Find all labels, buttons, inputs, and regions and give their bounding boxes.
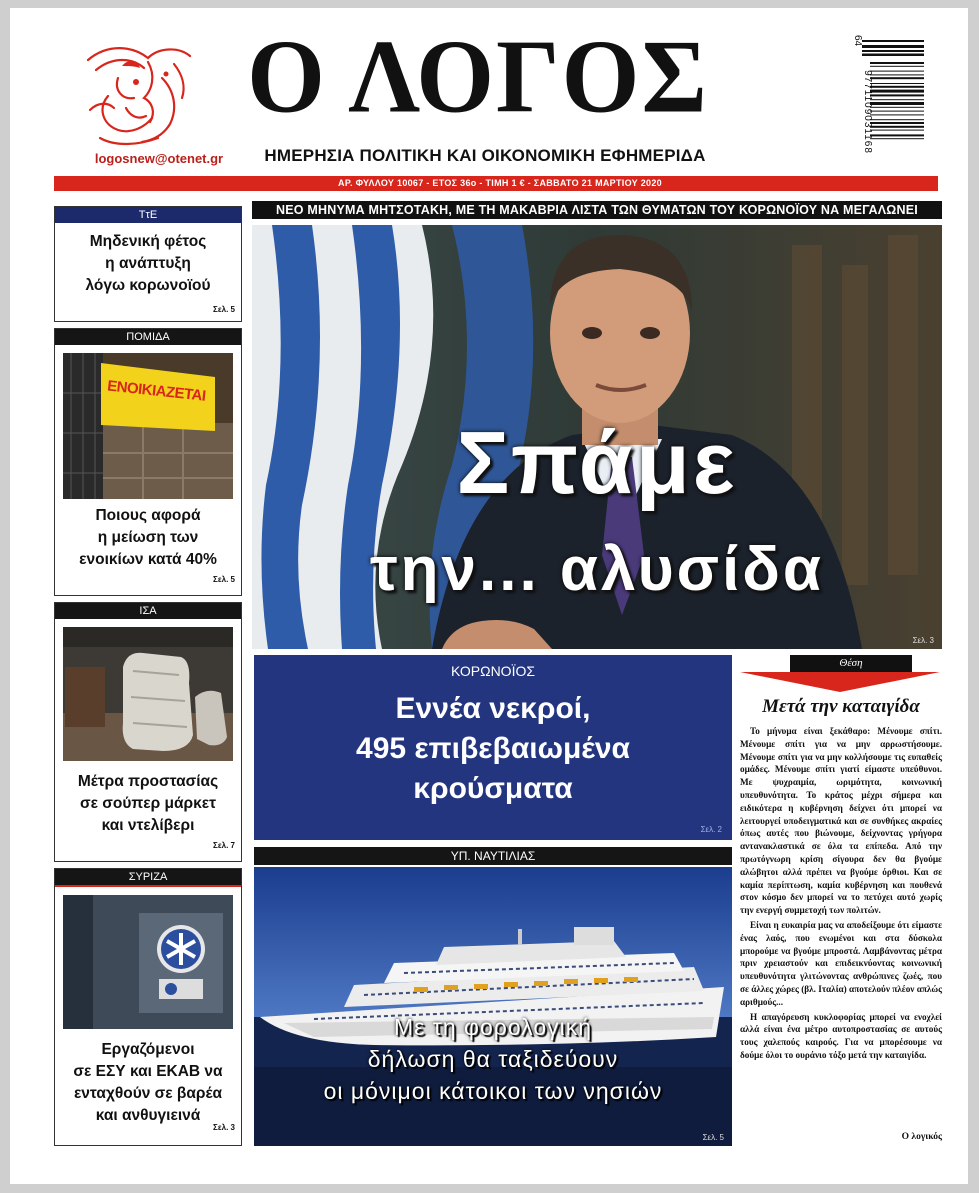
lead-headline-line2[interactable]: την... αλυσίδα xyxy=(369,535,825,604)
editorial-decoration xyxy=(740,672,940,692)
shipping-story[interactable] xyxy=(254,867,732,1146)
sidebar-headline[interactable]: Ποιους αφορά η μείωση των ενοικίων κατά 40% xyxy=(79,507,217,568)
lead-story[interactable] xyxy=(252,225,942,649)
contact-email[interactable]: logosnew@otenet.gr xyxy=(94,151,224,166)
editorial-paragraph: Είναι η ευκαιρία μας να αποδείξουμε ότι είμαστε ένας λαός, που ενωμένοι και στα δύσκολα μπορούμε να βγούμε μπροστά. Λαμβάνοντας μέτρα πριν χρειαστούν και επιδεικνύοντας κοινωνική υπευθυνότητα γλιτώνοντας ανθρώπινες ζωές, που σε άλλες χώρες (βλ. Ιταλία) αποτελούν πλέον απλώς αριθμούς... xyxy=(740,919,942,1007)
editorial-label: Θέση xyxy=(790,655,912,672)
page-ref: Σελ. 3 xyxy=(213,1123,235,1132)
shipping-headline[interactable]: Με τη φορολογική δήλωση θα ταξιδεύουν οι μόνιμοι κάτοικοι των νησιών xyxy=(323,1014,663,1104)
newspaper-title: Ο ΛΟΓΟΣ xyxy=(247,18,709,135)
covid-story[interactable] xyxy=(254,655,732,840)
barcode-number: 9771109031168 xyxy=(862,70,873,154)
logo-illustration xyxy=(78,38,198,150)
newspaper-subtitle: ΗΜΕΡΗΣΙΑ ΠΟΛΙΤΙΚΗ ΚΑΙ ΟΙΚΟΝΟΜΙΚΗ ΕΦΗΜΕΡΙΔΑ xyxy=(264,146,706,165)
sidebar-story-syriza[interactable] xyxy=(54,868,242,1146)
page-ref: Σελ. 5 xyxy=(702,1133,724,1142)
sidebar-story-tte[interactable] xyxy=(54,206,242,322)
page-ref: Σελ. 7 xyxy=(213,841,235,850)
editorial-title[interactable]: Μετά την καταιγίδα xyxy=(762,696,920,717)
section-label: ΥΠ. ΝΑΥΤΙΛΙΑΣ xyxy=(254,847,732,865)
sidebar-headline[interactable]: Μέτρα προστασίας σε σούπερ μάρκετ και ντελίβερι xyxy=(77,773,219,834)
ekav-photo xyxy=(63,895,233,1029)
editorial-signature: Ο λογικός xyxy=(901,1132,942,1142)
rental-sign-photo xyxy=(63,353,233,499)
editorial-paragraph: Το μήνυμα είναι ξεκάθαρο: Μένουμε σπίτι. Μένουμε σπίτι για να μην αρρωστήσουμε. Μένουμε σπίτι για να μην κολλήσουμε τις ευπαθείς ομάδες. Μένουμε σπίτι γιατί είμαστε υπεύθυνοι. Με ψυχραιμία, ωριμότητα, κοινωνική υπευθυνότητα. Το κράτος μέχρι σήμερα και ειδικότερα η κυβέρνηση δείχνει ότι μπορεί να λειτουργεί υποδειγματικά και σε συνθήκες ακραίες όπως αυτές που βιώνουμε, δείχνοντας γρήγορα αντανακλαστικά σε όλα τα επίπεδα. Από την πρωτόγνωρη κρίση σίγουρα δεν θα βγούμε αλώβητοι αλλά πρέπει να βγούμε όρθιοι. Και σε καμία περίπτωση, καμία κυβέρνηση και πουθενά στον κόσμο δεν μπορεί να το πετύχει αυτό χωρίς την ενεργή συμμετοχή των πολιτών. xyxy=(740,726,942,916)
page-ref: Σελ. 5 xyxy=(213,575,235,584)
section-label: ΚΟΡΩΝΟΪΟΣ xyxy=(450,663,536,679)
rental-sign-text: ΕΝΟΙΚΙΑΖΕΤΑΙ xyxy=(106,377,207,405)
sidebar-headline[interactable]: Μηδενική φέτος η ανάπτυξη λόγω κορωνοϊού xyxy=(85,233,211,294)
editorial-paragraph: Η απαγόρευση κυκλοφορίας μπορεί να ενοχλεί αλλά είναι ένα μέτρο αυτοπροστασίας σε αυτούς τους χαλεπούς καιρούς. Για να μπορέσουμε να δούμε όλοι το ουράνιο τόξο μετά την καταιγίδα. xyxy=(740,1011,942,1060)
sidebar-headline[interactable]: Εργαζόμενοι σε ΕΣΥ και ΕΚΑΒ να ενταχθούν σε βαρέα και ανθυγιεινά xyxy=(73,1041,223,1124)
section-label: ΙΣΑ xyxy=(55,603,241,619)
covid-headline[interactable]: Εννέα νεκροί, 495 επιβεβαιωμένα κρούσματα xyxy=(356,692,630,805)
issue-line: ΑΡ. ΦΥΛΛΟΥ 10067 - ΕΤΟΣ 36ο - ΤΙΜΗ 1 € - ΣΑΒΒΑΤΟ 21 ΜΑΡΤΙΟΥ 2020 xyxy=(338,178,662,188)
section-label: ΠΟΜΙΔΑ xyxy=(55,329,241,345)
section-label: ΤτΕ xyxy=(55,207,241,223)
section-label: ΣΥΡΙΖΑ xyxy=(55,869,241,887)
page-ref: Σελ. 2 xyxy=(700,825,722,834)
page-ref: Σελ. 3 xyxy=(912,636,934,645)
lead-headline-line1[interactable]: Σπάμε xyxy=(456,413,738,512)
barcode xyxy=(848,32,928,178)
editorial-body xyxy=(740,725,942,1064)
sidebar-story-pomida[interactable] xyxy=(54,328,242,596)
front-page xyxy=(10,8,968,1184)
page-ref: Σελ. 5 xyxy=(213,305,235,314)
barcode-addon: 64 xyxy=(852,35,863,47)
supermarket-photo xyxy=(63,627,233,761)
lead-banner: ΝΕΟ ΜΗΝΥΜΑ ΜΗΤΣΟΤΑΚΗ, ΜΕ ΤΗ ΜΑΚΑΒΡΙΑ ΛΙΣΤΑ ΤΩΝ ΘΥΜΑΤΩΝ ΤΟΥ ΚΟΡΩΝΟΪΟΥ ΝΑ ΜΕΓΑΛΩΝΕΙ xyxy=(252,201,942,219)
sidebar-story-isa[interactable] xyxy=(54,602,242,862)
